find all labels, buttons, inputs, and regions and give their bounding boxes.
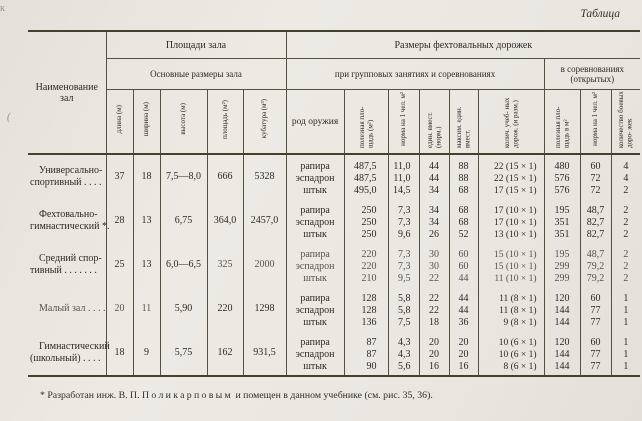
table-caption: Таблица [580, 8, 620, 20]
track-value: 79,2 [580, 261, 611, 273]
header-row-subgroups [28, 59, 640, 90]
weapon-name: рапира [286, 154, 344, 173]
track-value: 20 [449, 331, 478, 349]
weapon-name: рапира [286, 199, 344, 217]
hall-dimension-value: 5,75 [160, 331, 207, 376]
track-value: 120 [544, 331, 580, 349]
track-value: 36 [449, 317, 478, 331]
footnote [40, 390, 632, 401]
track-value: 26 [419, 229, 449, 243]
track-value: 16 [419, 361, 449, 376]
track-value: 2 [623, 217, 629, 228]
header-row-groups [28, 31, 640, 59]
hall-name [28, 243, 106, 287]
weapon-row [28, 243, 640, 261]
track-value: 48,7 [580, 243, 611, 261]
track-value: 34 [419, 217, 449, 229]
track-value: 250 [344, 199, 388, 217]
hall-dimension-value: 18 [133, 154, 160, 199]
track-value: 487,5 [344, 154, 388, 173]
weapon-name: штык [286, 273, 344, 287]
hall-name-line: Средний спор- [39, 253, 102, 264]
weapon-name: штык [286, 317, 344, 331]
track-value: 128 [344, 305, 388, 317]
track-value: 136 [344, 317, 388, 331]
track-value: 88 [449, 173, 478, 185]
track-value: 11,0 [388, 173, 419, 185]
track-value: 44 [419, 173, 449, 185]
track-value: 1 [623, 305, 629, 316]
hall-name-line: тивный . . . . . . . [30, 265, 97, 276]
track-value: 48,7 [580, 199, 611, 217]
weapon-name: эспадрон [286, 217, 344, 229]
track-value: 144 [544, 317, 580, 331]
col-header-area: площадь (м²) [207, 90, 243, 155]
weapon-row [28, 199, 640, 217]
track-value: 1 [623, 293, 629, 304]
hall-dimension-value: 2457,0 [243, 199, 286, 243]
track-value: 120 [544, 287, 580, 305]
weapon-name: штык [286, 185, 344, 199]
hall-dimension-value: 13 [133, 199, 160, 243]
hall-dimension-value: 6,0—6,5 [160, 243, 207, 287]
track-value: 2 [623, 229, 629, 240]
track-value: 2 [623, 273, 629, 284]
track-value: 34 [419, 199, 449, 217]
hall-dimension-value: 7,5—8,0 [160, 154, 207, 199]
hall-dimension-value: 20 [106, 287, 133, 331]
track-value: 11 (10 × 1) [478, 273, 544, 287]
track-value: 10 (6 × 1) [478, 349, 544, 361]
hall-name [28, 331, 110, 376]
track-value: 299 [544, 273, 580, 287]
hall-dimension-value: 6,75 [160, 199, 207, 243]
track-value: 7,3 [388, 261, 419, 273]
track-value: 10 (6 × 1) [478, 331, 544, 349]
track-value: 88 [449, 154, 478, 173]
hall-name-line: Гимнастический [39, 341, 110, 352]
hall-dimension-value: 5328 [243, 154, 286, 199]
hall-name-line: спортивный . . . . [30, 177, 102, 188]
track-value: 250 [344, 217, 388, 229]
group-header-hall-areas: Площади зала [106, 31, 286, 59]
track-value: 4,3 [388, 349, 419, 361]
track-value: 144 [544, 361, 580, 376]
hall-name-line: Малый зал . . . . [39, 303, 106, 314]
hall-dimension-value: 2000 [243, 243, 286, 287]
track-value: 44 [419, 154, 449, 173]
track-value: 2 [623, 185, 629, 196]
track-value: 195 [544, 199, 580, 217]
hall-name [28, 199, 110, 243]
col-header-training-tracks: колич. учеб- ных дорож. (и разм.) [478, 90, 544, 155]
hall-dimension-value: 25 [106, 243, 133, 287]
track-value: 7,3 [388, 199, 419, 217]
track-value: 77 [580, 361, 611, 376]
track-value: 11 (8 × 1) [478, 287, 544, 305]
fencing-halls-table [28, 30, 640, 377]
track-value: 44 [449, 273, 478, 287]
weapon-row [28, 287, 640, 305]
track-value: 87 [344, 331, 388, 349]
track-value: 60 [449, 261, 478, 273]
col-header-combat-tracks: количество боевых доро- жек [611, 90, 640, 155]
track-value: 4 [623, 173, 629, 184]
track-value: 1 [623, 317, 629, 328]
weapon-name: эспадрон [286, 305, 344, 317]
track-value: 82,7 [580, 229, 611, 243]
track-value: 20 [449, 349, 478, 361]
track-value: 17 (10 × 1) [478, 217, 544, 229]
hall-name-line: Универсально- [39, 165, 103, 176]
track-value: 1 [623, 337, 629, 348]
subgroup-header-open-competitions: в соревнованиях (открытых) [544, 59, 640, 90]
track-value: 7,5 [388, 317, 419, 331]
hall-dimension-value: 11 [133, 287, 160, 331]
track-value: 68 [449, 217, 478, 229]
track-value: 30 [419, 243, 449, 261]
track-value: 8 (6 × 1) [478, 361, 544, 376]
track-value: 22 (15 × 1) [478, 173, 544, 185]
track-value: 250 [344, 229, 388, 243]
track-value: 68 [449, 199, 478, 217]
weapon-name: рапира [286, 287, 344, 305]
track-value: 144 [544, 349, 580, 361]
hall-dimension-value: 37 [106, 154, 133, 199]
track-value: 16 [449, 361, 478, 376]
track-value: 77 [580, 317, 611, 331]
track-value: 20 [419, 331, 449, 349]
weapon-name: штык [286, 229, 344, 243]
track-value: 7,3 [388, 217, 419, 229]
track-value: 22 [419, 273, 449, 287]
track-value: 576 [544, 173, 580, 185]
table-body [28, 154, 640, 376]
col-header-norm-per-person: норма на 1 чел. м² [388, 90, 419, 155]
track-value: 60 [580, 154, 611, 173]
hall-dimension-value: 162 [207, 331, 243, 376]
subgroup-header-group-sessions: при групповых занятиях и соревнованиях [286, 59, 544, 90]
track-value: 220 [344, 243, 388, 261]
track-value: 5,8 [388, 287, 419, 305]
hall-name [28, 154, 106, 199]
weapon-name: эспадрон [286, 261, 344, 273]
track-value: 44 [449, 305, 478, 317]
track-value: 17 (15 × 1) [478, 185, 544, 199]
hall-dimension-value: 18 [106, 331, 133, 376]
track-value: 77 [580, 305, 611, 317]
track-value: 60 [580, 331, 611, 349]
subgroup-header-main-dimensions: Основные размеры зала [106, 59, 286, 90]
footnote-marker: * [40, 390, 45, 401]
track-value: 2 [623, 249, 629, 260]
track-value: 495,0 [344, 185, 388, 199]
col-header-height: высота (м) [160, 90, 207, 155]
weapon-name: эспадрон [286, 173, 344, 185]
footnote-text-post: и помещен в данном учебнике (см. рис. 35, 36). [235, 390, 433, 401]
track-value: 9 (8 × 1) [478, 317, 544, 331]
track-value: 1 [623, 349, 629, 360]
track-value: 128 [344, 287, 388, 305]
track-value: 15 (10 × 1) [478, 261, 544, 273]
hall-name-line: (школьный) . . . . [30, 353, 101, 364]
weapon-name: штык [286, 361, 344, 376]
track-value: 210 [344, 273, 388, 287]
hall-name-line: Фехтовально- [39, 209, 98, 220]
track-value: 2 [623, 261, 629, 272]
weapon-name: рапира [286, 331, 344, 349]
track-value: 17 (10 × 1) [478, 199, 544, 217]
track-value: 5,8 [388, 305, 419, 317]
track-value: 4 [623, 161, 629, 172]
track-value: 576 [544, 185, 580, 199]
track-value: 13 (10 × 1) [478, 229, 544, 243]
track-value: 44 [449, 287, 478, 305]
track-value: 195 [544, 243, 580, 261]
col-header-weapon-type: род оружия [286, 90, 344, 155]
track-value: 351 [544, 217, 580, 229]
track-value: 480 [544, 154, 580, 173]
weapon-row [28, 331, 640, 349]
track-value: 22 (15 × 1) [478, 154, 544, 173]
track-value: 72 [580, 185, 611, 199]
track-value: 1 [623, 361, 629, 372]
hall-dimension-value: 364,0 [207, 199, 243, 243]
header-row-columns [28, 90, 640, 155]
col-header-width: ширина (м) [133, 90, 160, 155]
track-value: 82,7 [580, 217, 611, 229]
track-value: 77 [580, 349, 611, 361]
track-value: 11 (8 × 1) [478, 305, 544, 317]
hall-dimension-value: 28 [106, 199, 133, 243]
track-value: 72 [580, 173, 611, 185]
track-value: 7,3 [388, 243, 419, 261]
col-header-hall-name: Наименование зал [28, 31, 106, 154]
hall-dimension-value: 13 [133, 243, 160, 287]
track-value: 9,5 [388, 273, 419, 287]
track-value: 87 [344, 349, 388, 361]
track-value: 4,3 [388, 331, 419, 349]
track-value: 14,5 [388, 185, 419, 199]
track-value: 487,5 [344, 173, 388, 185]
hall-dimension-value: 5,90 [160, 287, 207, 331]
track-value: 60 [580, 287, 611, 305]
track-value: 30 [419, 261, 449, 273]
col-header-length: длина (м) [106, 90, 133, 155]
track-value: 22 [419, 305, 449, 317]
hall-dimension-value: 666 [207, 154, 243, 199]
footnote-text-pre: Разработан инж. В. П. [47, 390, 140, 401]
track-value: 60 [449, 243, 478, 261]
weapon-name: эспадрон [286, 349, 344, 361]
hall-dimension-value: 931,5 [243, 331, 286, 376]
col-header-useful-area-competitions: полезная пло- щадь в м² [544, 90, 580, 155]
track-value: 22 [419, 287, 449, 305]
track-value: 20 [419, 349, 449, 361]
track-value: 11,0 [388, 154, 419, 173]
scan-artifact: ( [7, 112, 11, 123]
hall-dimension-value: 1298 [243, 287, 286, 331]
track-value: 9,6 [388, 229, 419, 243]
col-header-useful-area: полезная пло- щадь (м²) [344, 90, 388, 155]
track-value: 351 [544, 229, 580, 243]
hall-dimension-value: 9 [133, 331, 160, 376]
col-header-norm-competitions: норма на 1 чел. м² [580, 90, 611, 155]
track-value: 144 [544, 305, 580, 317]
track-value: 299 [544, 261, 580, 273]
track-value: 220 [344, 261, 388, 273]
hall-dimension-value: 325 [207, 243, 243, 287]
scan-artifact: к [0, 3, 5, 14]
col-header-cubature: кубатура (м³) [243, 90, 286, 155]
weapon-name: рапира [286, 243, 344, 261]
track-value: 52 [449, 229, 478, 243]
weapon-row [28, 154, 640, 173]
track-value: 34 [419, 185, 449, 199]
col-header-unit-capacity-max: максим. един. вмест. [449, 90, 478, 155]
track-value: 5,6 [388, 361, 419, 376]
hall-name [28, 287, 106, 331]
footnote-author-name: Поликарповым [142, 390, 234, 401]
hall-name-line: гимнастический *. [30, 221, 110, 232]
hall-dimension-value: 220 [207, 287, 243, 331]
col-header-unit-capacity-normal: един. вмест. (норм.) [419, 90, 449, 155]
track-value: 79,2 [580, 273, 611, 287]
track-value: 18 [419, 317, 449, 331]
group-header-track-sizes: Размеры фехтовальных дорожек [286, 31, 640, 59]
track-value: 90 [344, 361, 388, 376]
track-value: 68 [449, 185, 478, 199]
track-value: 2 [623, 205, 629, 216]
track-value: 15 (10 × 1) [478, 243, 544, 261]
